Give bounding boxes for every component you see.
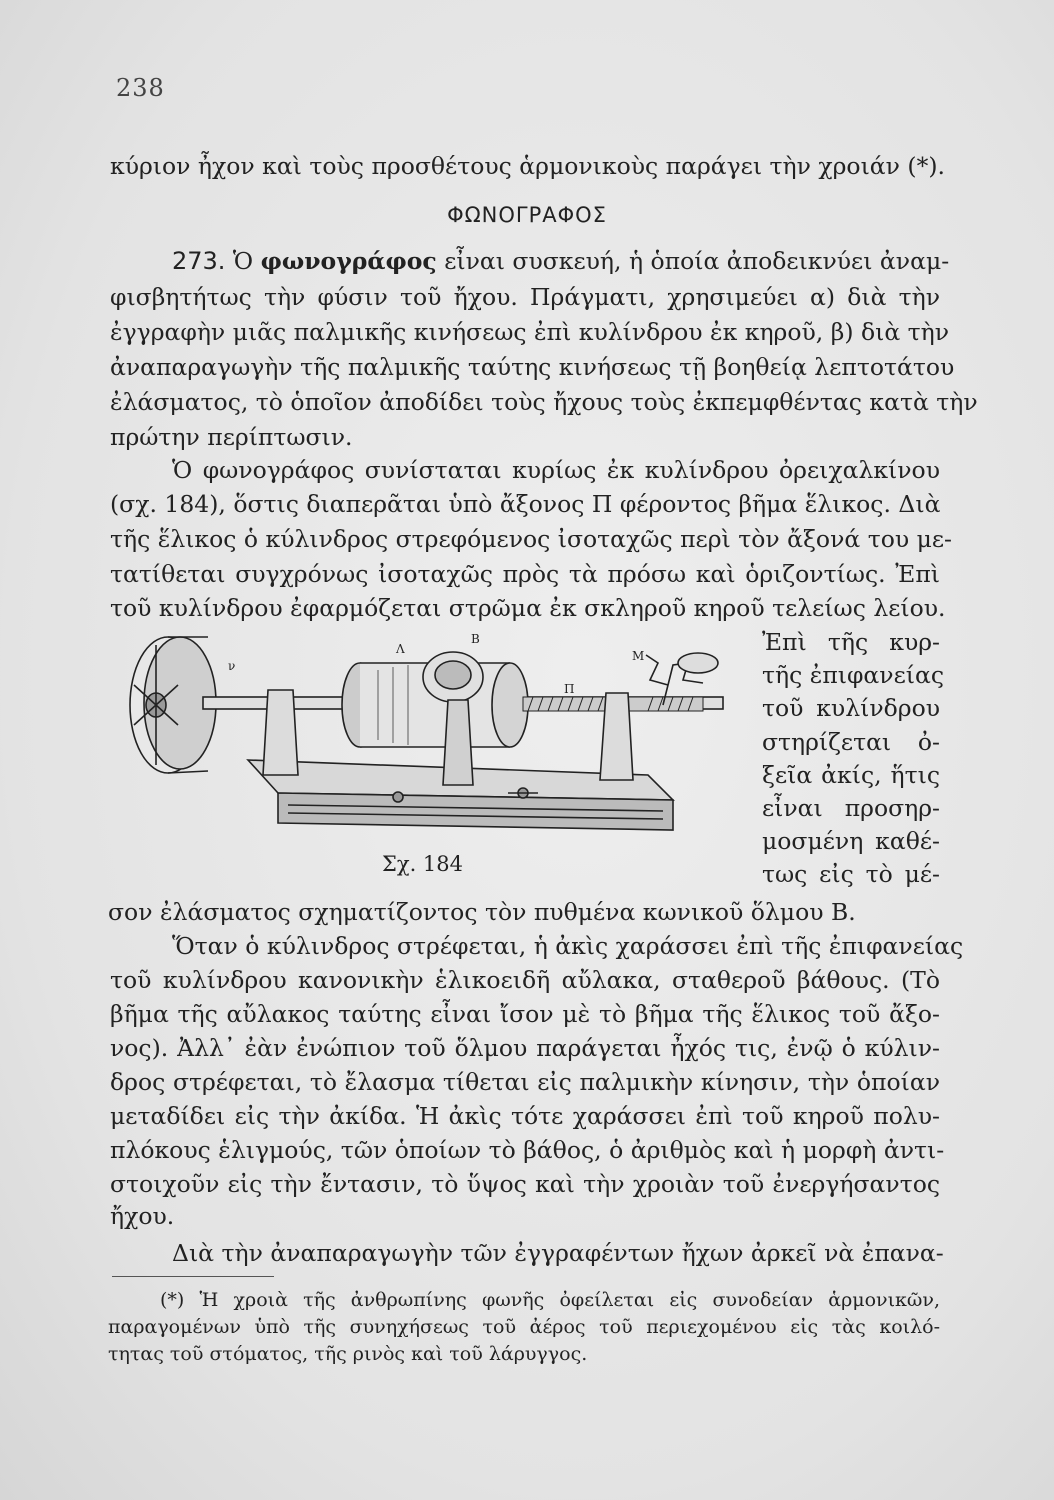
text-line: στοιχοῦν εἰς τὴν ἔντασιν, τὸ ὕψος καὶ τὴν χροιὰν τοῦ ἐνεργήσαντος <box>110 1170 940 1198</box>
text-line: Διὰ τὴν ἀναπαραγωγὴν τῶν ἐγγραφέντων ἤχων ἀρκεῖ νὰ ἐπανα- <box>172 1239 944 1267</box>
section-article: Ὁ <box>232 247 254 275</box>
wrap-line: τως εἰς τὸ μέ- <box>762 860 940 888</box>
wrap-line: τοῦ κυλίνδρου <box>762 694 940 722</box>
left-support <box>263 690 298 775</box>
text-line: φισβητήτως τὴν φύσιν τοῦ ἤχου. Πράγματι, χρησιμεύει α) διὰ τὴν <box>110 283 940 311</box>
section-term: φωνογράφος <box>260 247 437 275</box>
text-line: Ὅταν ὁ κύλινδρος στρέφεται, ἡ ἀκὶς χαράσσει ἐπὶ τῆς ἐπιφανείας <box>172 932 964 960</box>
wrap-line: στηρίζεται ὀ- <box>762 728 940 756</box>
text-line: (σχ. 184), ὅστις διαπερᾶται ὑπὸ ἄξονος Π φέροντος βῆμα ἕλικος. Διὰ <box>110 490 941 518</box>
text-line: Ὁ φωνογράφος συνίσταται κυρίως ἐκ κυλίνδρου ὀρειχαλκίνου <box>172 456 940 484</box>
text-line: βῆμα τῆς αὔλακος ταύτης εἶναι ἴσον μὲ τὸ βῆμα τῆς ἕλικος τοῦ ἄξο- <box>110 1000 940 1028</box>
text-line: πρώτην περίπτωσιν. <box>110 423 353 451</box>
text-line: τοῦ κυλίνδρου ἐφαρμόζεται στρῶμα ἐκ σκληροῦ κηροῦ τελείως λείου. <box>110 594 946 622</box>
right-support <box>600 693 633 780</box>
text-line: ἀναπαραγωγὴν τῆς παλμικῆς ταύτης κινήσεως τῇ βοηθείᾳ λεπτοτάτου <box>110 353 955 381</box>
label-b: Β <box>471 632 480 646</box>
section-first-line <box>172 245 950 277</box>
figure-caption: Σχ. 184 <box>382 852 464 876</box>
section-heading: ΦΩΝΟΓΡΑΦΟΣ <box>447 203 607 227</box>
phonograph-figure <box>128 625 728 850</box>
wrap-line: τῆς ἐπιφανείας <box>762 661 945 689</box>
text-line: ἐγγραφὴν μιᾶς παλμικῆς κινήσεως ἐπὶ κυλίνδρου ἐκ κηροῦ, β) διὰ τὴν <box>110 318 950 346</box>
footnote-line: τητας τοῦ στόματος, τῆς ρινὸς καὶ τοῦ λάρυγγος. <box>108 1343 588 1365</box>
label-lambda: Λ <box>396 642 405 656</box>
text-line: σον ἐλάσματος σχηματίζοντος τὸν πυθμένα κωνικοῦ ὅλμου Β. <box>108 898 856 926</box>
section-rest: εἶναι συσκευή, ἡ ὁποία ἀποδεικνύει ἀναμ- <box>444 247 950 275</box>
footnote-line: (*) Ἡ χροιὰ τῆς ἀνθρωπίνης φωνῆς ὀφείλεται εἰς συνοδείαν ἁρμονικῶν, <box>160 1289 940 1311</box>
text-line: τοῦ κυλίνδρου κανονικὴν ἑλικοειδῆ αὔλακα, σταθεροῦ βάθους. (Τὸ <box>110 966 940 994</box>
footnote-rule <box>112 1276 274 1277</box>
text-line: μεταδίδει εἰς τὴν ἀκίδα. Ἡ ἀκὶς τότε χαράσσει ἐπὶ τοῦ κηροῦ πολυ- <box>110 1102 940 1130</box>
wrap-line: Ἐπὶ τῆς κυρ- <box>762 628 940 656</box>
label-m: Μ <box>632 649 645 663</box>
wrap-line: ξεῖα ἀκίς, ἥτις <box>762 761 940 789</box>
wrap-line: μοσμένη καθέ- <box>762 827 940 855</box>
text-line: ἤχου. <box>110 1202 175 1230</box>
text-line: κύριον ἦχον καὶ τοὺς προσθέτους ἁρμονικοὺς παράγει τὴν χροιάν (*). <box>110 152 945 180</box>
text-line: δρος στρέφεται, τὸ ἔλασμα τίθεται εἰς παλμικὴν κίνησιν, τὴν ὁποίαν <box>110 1068 940 1096</box>
text-line: τῆς ἕλικος ὁ κύλινδρος στρεφόμενος ἰσοταχῶς περὶ τὸν ἄξονά του με- <box>110 525 952 553</box>
text-line: νος). Ἀλλ᾽ ἐὰν ἐνώπιον τοῦ ὅλμου παράγεται ἦχός τις, ἐνῷ ὁ κύλιν- <box>110 1034 940 1062</box>
label-v: ν <box>228 659 236 673</box>
label-p: Π <box>564 682 575 696</box>
footnote-line: παραγομένων ὑπὸ τῆς συνηχήσεως τοῦ ἀέρος τοῦ περιεχομένου εἰς τὰς κοιλό- <box>108 1316 940 1338</box>
text-line: πλόκους ἑλιγμούς, τῶν ὁποίων τὸ βάθος, ὁ ἀριθμὸς καὶ ἡ μορφὴ ἀντι- <box>110 1136 945 1164</box>
page-number: 238 <box>116 74 165 102</box>
text-line: τατίθεται συγχρόνως ἰσοταχῶς πρὸς τὰ πρόσω καὶ ὁριζοντίως. Ἐπὶ <box>110 560 940 588</box>
text-line: ἐλάσματος, τὸ ὁποῖον ἀποδίδει τοὺς ἤχους τοὺς ἐκπεμφθέντας κατὰ τὴν <box>110 388 978 416</box>
wrap-line: εἶναι προσηρ- <box>762 794 940 822</box>
section-number: 273. <box>172 247 226 275</box>
